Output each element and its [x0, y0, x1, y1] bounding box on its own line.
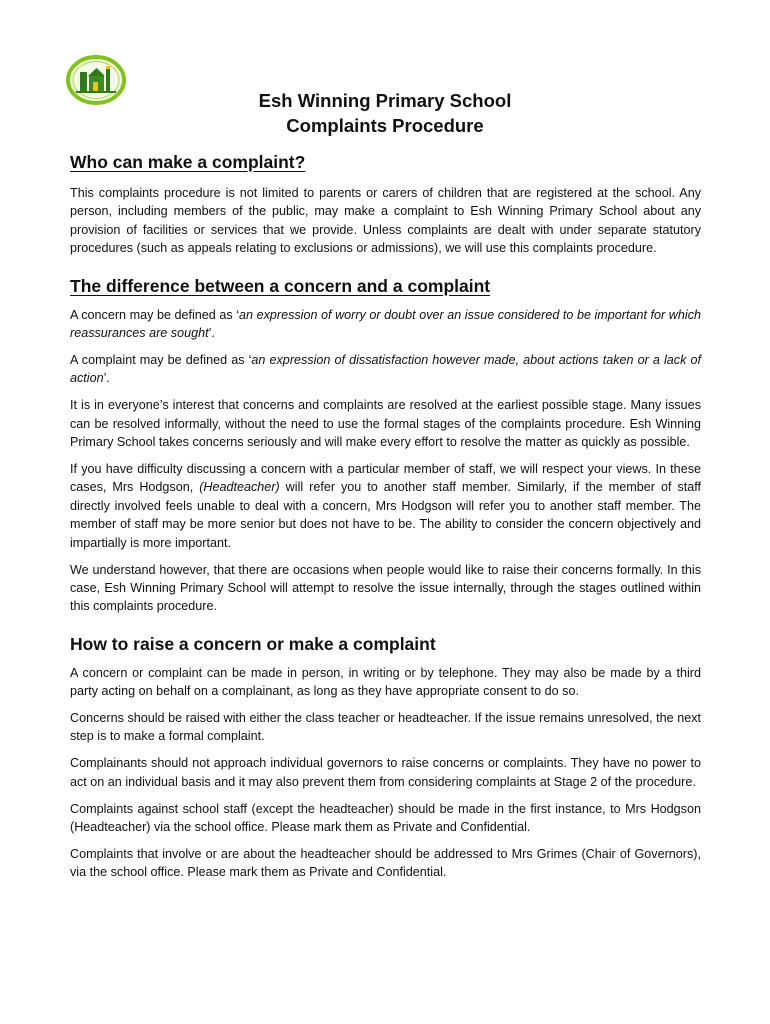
paragraph-headteacher-complaints: Complaints that involve or are about the headteacher should be addressed to Mrs Grimes (Chair of Governors), via the school office. Please mark them as Private and Confidential. — [70, 846, 701, 880]
headteacher-role: (Headteacher) — [199, 480, 280, 495]
heading-who-can-complain: Who can make a complaint? — [70, 152, 306, 172]
paragraph-how-made: A concern or complaint can be made in person, in writing or by telephone. They may also be made by a third party acting on behalf on a complainant, as long as they have appropriate consent to do so. — [70, 665, 701, 699]
complaint-definition-quote: an expression of dissatisfaction however made, about actions taken or a lack of action — [70, 352, 701, 386]
concern-definition-end: ’. — [208, 326, 215, 341]
heading-how-to-raise: How to raise a concern or make a complaint — [70, 633, 436, 654]
complaint-definition-end: ’. — [103, 371, 110, 386]
paragraph-staff-referral — [70, 460, 701, 552]
heading-concern-vs-complaint: The difference between a concern and a complaint — [70, 275, 491, 296]
complaint-definition-intro: A complaint may be defined as ‘ — [70, 352, 252, 367]
paragraph-formal-concerns: We understand however, that there are occasions when people would like to raise their concerns formally. In this case, Esh Winning Primary School will attempt to resolve the issue internally, through the stages outlined within this complaints procedure. — [70, 562, 701, 614]
staff-referral-start: If you have difficulty discussing a concern with a particular member of staff, we will respect your views. In these cases, Mrs Hodgson, — [70, 461, 701, 495]
paragraph-complaint-definition — [70, 351, 701, 388]
staff-referral-rest: will refer you to another staff member. Similarly, if the member of staff directly involved feels unable to deal with a concern, Mrs Hodgson will refer you to another staff member. The member of staff may be more senior but does not have to be. The ability to consider the concern objectively and impartially is more important. — [70, 480, 701, 550]
paragraph-governors: Complainants should not approach individual governors to raise concerns or complaints. They have no power to act on an individual basis and it may also prevent them from considering complaints at Stage 2 of the procedure. — [70, 756, 701, 789]
paragraph-who-can-complain: This complaints procedure is not limited to parents or carers of children that are registered at the school. Any person, including members of the public, may make a complaint to Esh Winning Primary School about any provision of facilities or services that we provide. Unless complaints are dealt with under separate statutory procedures (such as appeals relating to exclusions or admissions), we will use this complaints procedure. — [70, 186, 701, 256]
concern-definition-intro: A concern may be defined as ‘ — [70, 307, 240, 322]
document-body — [70, 150, 701, 882]
document-subtitle: Complaints Procedure — [286, 115, 484, 136]
paragraph-who-to-raise-with: Concerns should be raised with either the class teacher or headteacher. If the issue remains unresolved, the next step is to make a formal complaint. — [70, 711, 701, 744]
paragraph-staff-complaints: Complaints against school staff (except the headteacher) should be made in the first instance, to Mrs Hodgson (Headteacher) via the school office. Please mark them as Private and Confidential. — [70, 801, 701, 835]
paragraph-concern-definition — [70, 306, 701, 343]
document-title — [0, 88, 770, 138]
paragraph-resolve-early: It is in everyone’s interest that concerns and complaints are resolved at the earliest possible stage. Many issues can be resolved informally, without the need to use the formal stages of the complaints procedure. Esh Winning Primary School takes concerns seriously and will make every effort to resolve the matter as quickly as possible. — [70, 398, 701, 450]
school-name: Esh Winning Primary School — [258, 90, 512, 111]
concern-definition-quote: an expression of worry or doubt over an issue considered to be important for which reassurances are sought — [70, 307, 701, 341]
